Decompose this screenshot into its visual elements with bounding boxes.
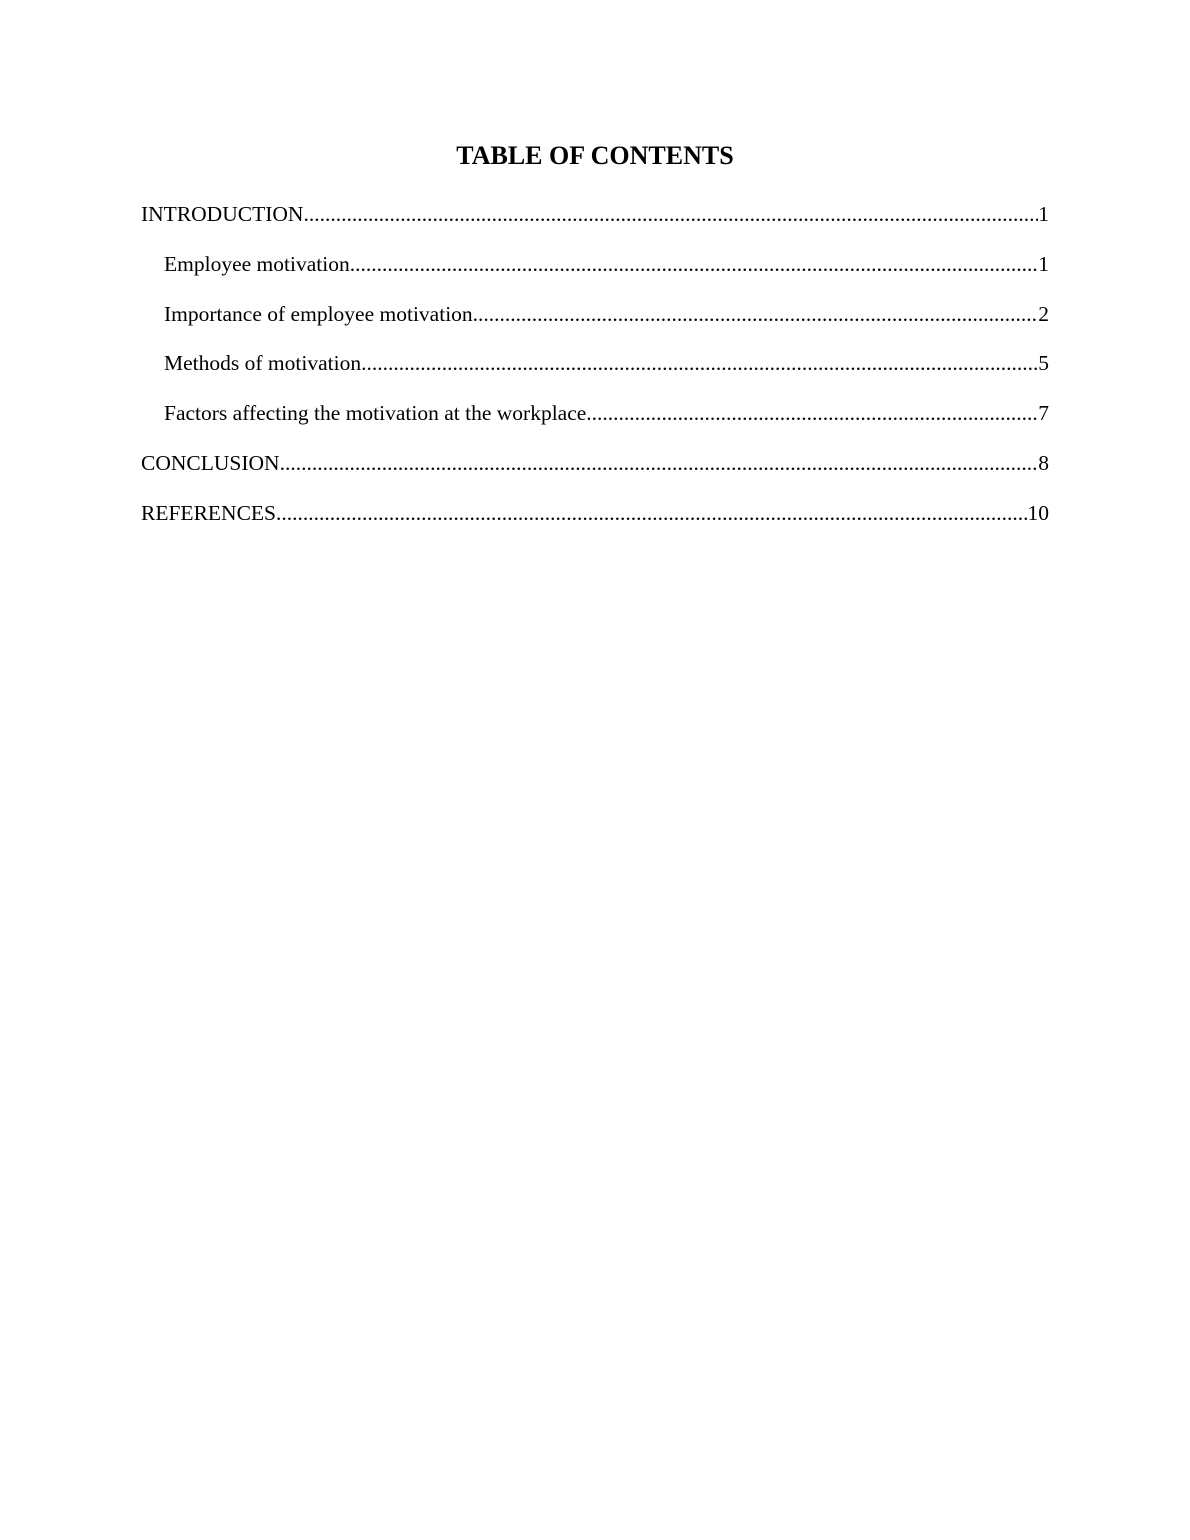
toc-entry-importance-of-employee-motivation[interactable] <box>141 298 1049 348</box>
toc-dot-leader <box>276 497 1028 529</box>
toc-list <box>141 198 1049 547</box>
toc-entry-introduction[interactable] <box>141 198 1049 248</box>
toc-entry-factors-affecting-motivation[interactable] <box>141 397 1049 447</box>
toc-entry-conclusion[interactable] <box>141 447 1049 497</box>
toc-entry-label: CONCLUSION <box>141 450 280 475</box>
toc-dot-leader <box>303 198 1038 230</box>
toc-entry-references[interactable] <box>141 497 1049 547</box>
toc-entry-methods-of-motivation[interactable] <box>141 347 1049 397</box>
toc-entry-page-number: 2 <box>1038 301 1049 326</box>
toc-entry-page-number: 10 <box>1027 500 1049 525</box>
toc-dot-leader <box>350 248 1039 280</box>
toc-entry-label: INTRODUCTION <box>141 202 304 226</box>
toc-entry-label: Importance of employee motivation <box>164 301 473 326</box>
toc-dot-leader <box>586 397 1038 429</box>
toc-entry-page-number: 1 <box>1038 202 1049 226</box>
toc-entry-label: Factors affecting the motivation at the workplace <box>164 401 587 426</box>
toc-dot-leader <box>361 347 1038 379</box>
toc-entry-employee-motivation[interactable] <box>141 248 1049 298</box>
toc-entry-label: Methods of motivation <box>164 351 362 376</box>
toc-entry-label: Employee motivation <box>164 251 350 276</box>
toc-dot-leader <box>473 298 1039 330</box>
toc-entry-page-number: 7 <box>1038 401 1049 426</box>
toc-dot-leader <box>280 447 1039 479</box>
toc-title: TABLE OF CONTENTS <box>456 141 734 170</box>
toc-entry-label: REFERENCES <box>141 500 276 525</box>
toc-entry-page-number: 8 <box>1038 450 1049 475</box>
toc-entry-page-number: 1 <box>1038 251 1049 276</box>
toc-entry-page-number: 5 <box>1038 351 1049 376</box>
